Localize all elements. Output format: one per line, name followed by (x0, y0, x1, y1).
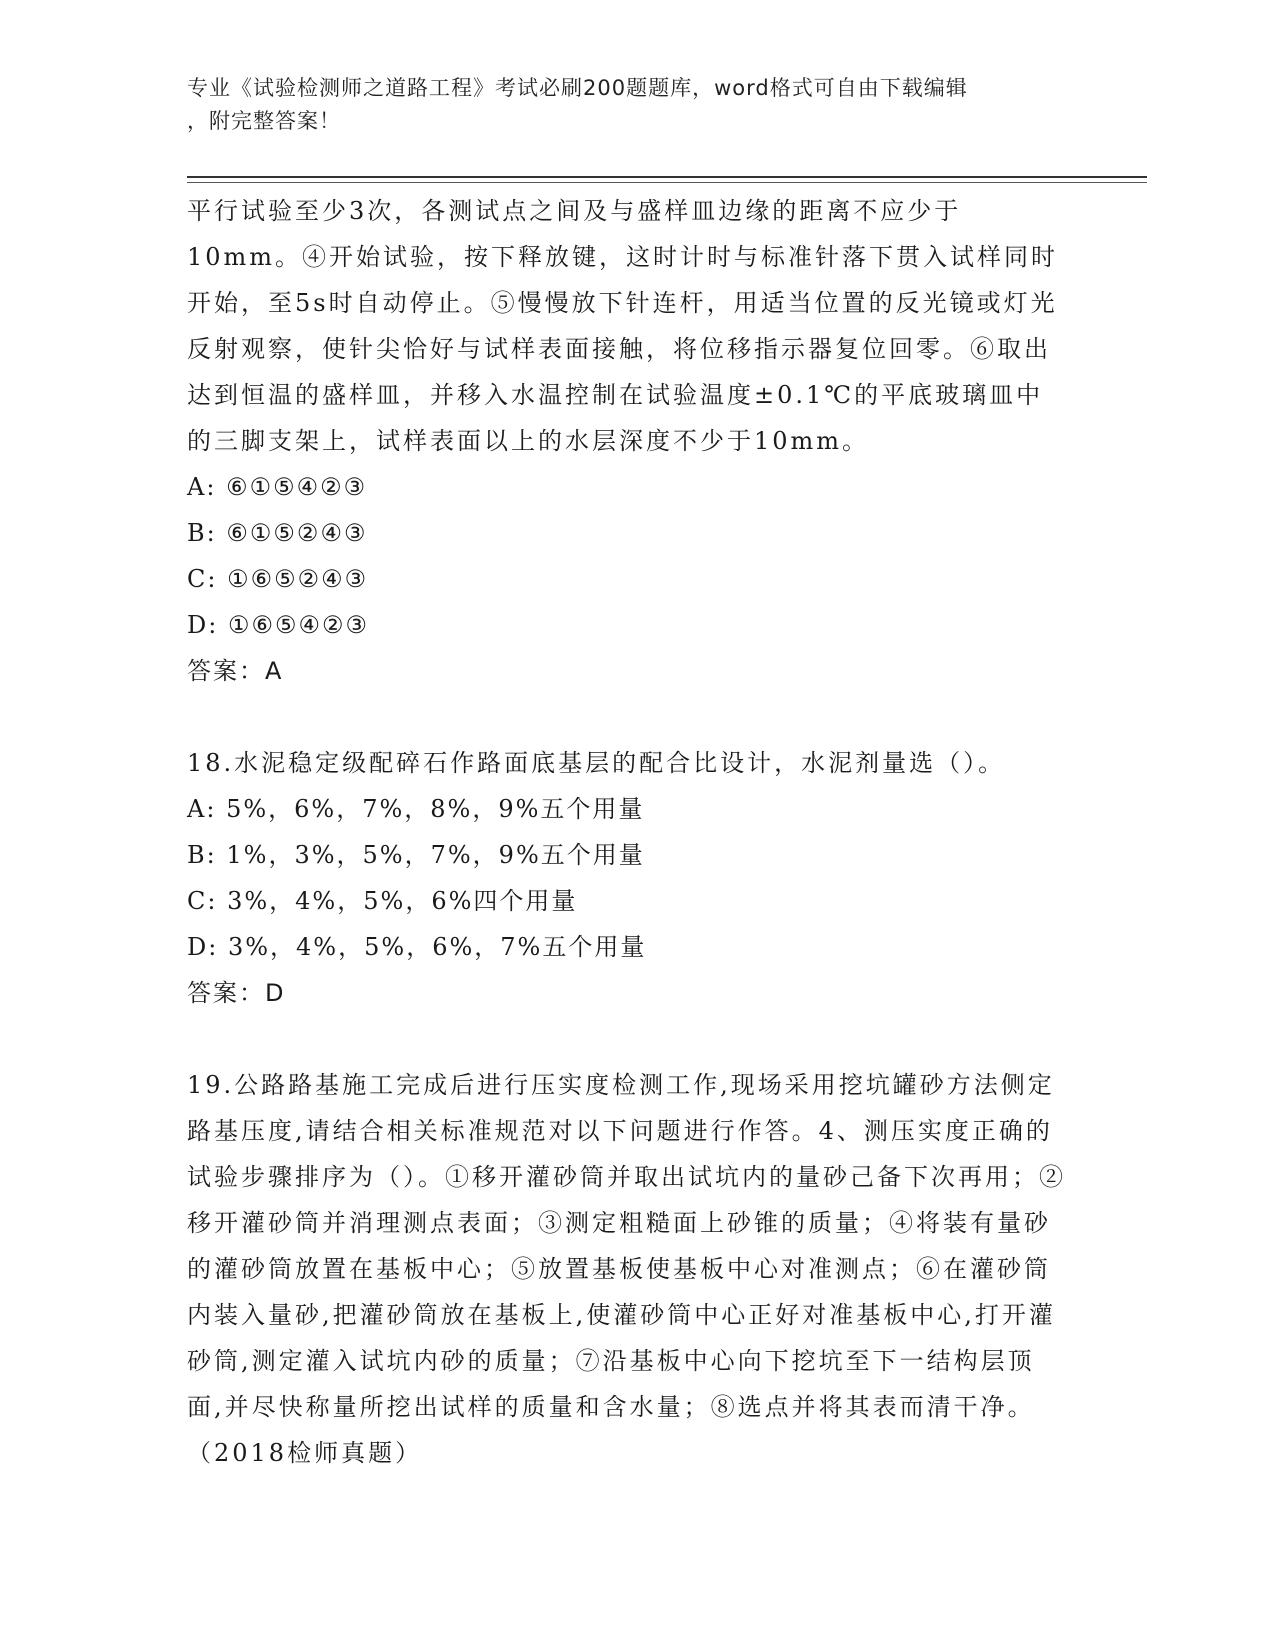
document-body (187, 188, 1067, 1476)
option-key: C: (187, 887, 218, 915)
option-text: 5%，6%，7%，8%，9%五个用量 (226, 795, 645, 823)
question-17 (187, 188, 1067, 694)
option-text: 3%，4%，5%，6%四个用量 (227, 887, 578, 915)
question-19 (187, 1062, 1067, 1476)
option-b (187, 510, 1067, 556)
option-text: 3%，4%，5%，6%，7%五个用量 (227, 933, 647, 961)
question-19-text: 19.公路路基施工完成后进行压实度检测工作,现场采用挖坑罐砂方法侧定路基压度,请结合相关标准规范对以下问题进行作答。4、测压实度正确的试验步骤排序为（）。①移开灌砂筒并取出试坑内的量砂己备下次再用；②移开灌砂筒并消理测点表面；③测定粗糙面上砂锥的质量；④将装有量砂的灌砂筒放置在基板中心；⑤放置基板使基板中心对准测点；⑥在灌砂筒内装入量砂,把灌砂筒放在基板上,使灌砂筒中心正好对准基板中心,打开灌砂筒,测定灌入试坑内砂的质量；⑦沿基板中心向下挖坑至下一结构层顶面,并尽快称量所挖出试样的质量和含水量；⑧选点并将其表而清干净。（2018检师真题） (187, 1071, 1066, 1467)
option-text: ⑥①⑤④②③ (226, 473, 368, 501)
option-key: C: (187, 565, 218, 593)
question-17-text: 平行试验至少3次，各测试点之间及与盛样皿边缘的距离不应少于10mm。④开始试验，按下释放键，这时计时与标准针落下贯入试样同时开始，至5s时自动停止。⑤慢慢放下针连杆，用适当位置的反光镜或灯光反射观察，使针尖恰好与试样表面接触，将位移指示器复位回零。⑥取出达到恒温的盛样皿，并移入水温控制在试验温度±0.1℃的平底玻璃皿中的三脚支架上，试样表面以上的水层深度不少于10mm。 (187, 197, 1059, 455)
question-17-answer: 答案：A (187, 657, 284, 685)
option-text: ①⑥⑤④②③ (227, 611, 370, 639)
option-text: 1%，3%，5%，7%，9%五个用量 (226, 841, 645, 869)
option-c (187, 878, 1067, 924)
header-rule-thick (187, 176, 1147, 178)
option-key: A: (187, 473, 217, 501)
option-a (187, 464, 1067, 510)
header-line-2: ，附完整答案！ (187, 109, 341, 133)
option-key: D: (187, 611, 219, 639)
option-c (187, 556, 1067, 602)
option-b (187, 832, 1067, 878)
question-18-options (187, 786, 1067, 970)
option-key: A: (187, 795, 217, 823)
document-header (187, 72, 1087, 138)
option-key: D: (187, 933, 219, 961)
option-d (187, 602, 1067, 648)
spacer (187, 694, 1067, 740)
question-17-options (187, 464, 1067, 648)
option-text: ⑥①⑤②④③ (226, 519, 368, 547)
question-18-text: 18.水泥稳定级配碎石作路面底基层的配合比设计，水泥剂量选（）。 (187, 749, 1006, 777)
question-18-answer: 答案：D (187, 979, 286, 1007)
spacer (187, 1016, 1067, 1062)
option-a (187, 786, 1067, 832)
option-key: B: (187, 841, 217, 869)
option-text: ①⑥⑤②④③ (227, 565, 369, 593)
header-line-1: 专业《试验检测师之道路工程》考试必刷200题题库，word格式可自由下载编辑 (187, 76, 968, 100)
option-d (187, 924, 1067, 970)
header-rule-thin (187, 182, 1147, 183)
option-key: B: (187, 519, 217, 547)
question-18 (187, 740, 1067, 1016)
